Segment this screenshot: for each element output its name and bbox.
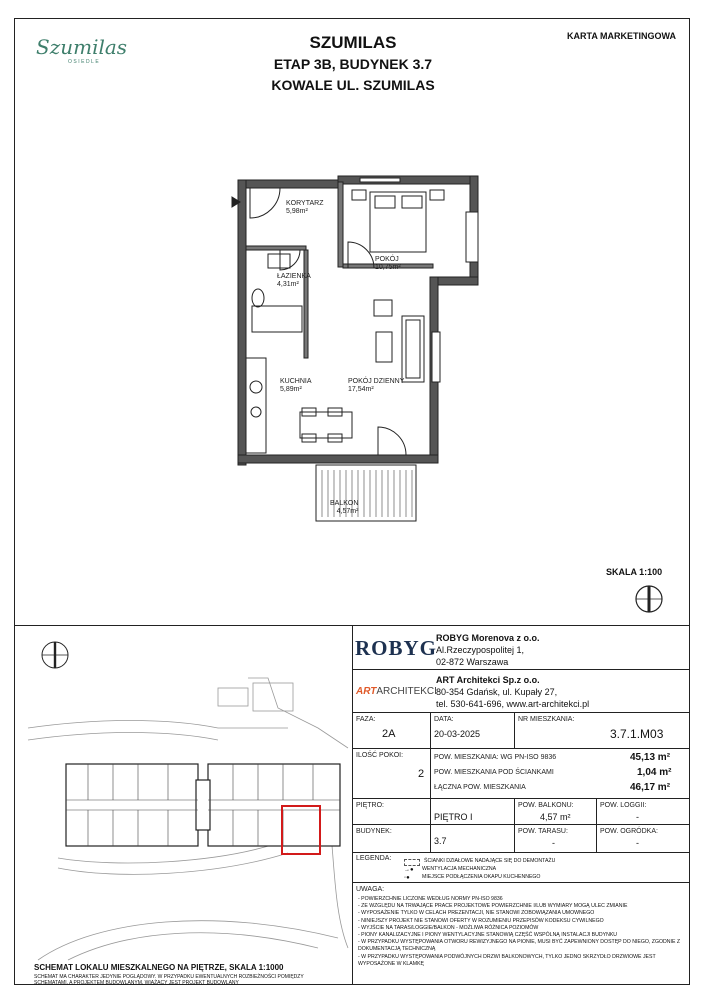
north-arrow-icon — [634, 584, 664, 619]
pietro-label: PIĘTRO: — [356, 802, 385, 809]
divider — [430, 798, 431, 852]
divider — [352, 748, 690, 749]
budynek-value: 3.7 — [434, 836, 447, 846]
plan-scale: SKALA 1:100 — [606, 567, 663, 577]
uwaga-item: - W PRZYPADKU WYSTĘPOWANIA PODWÓJNYCH DRZWI BALKONOWYCH, TYLKO JEDNO SKRZYDŁO DRZWIOWE JEST WYPOSAŻONE W KLAMKĘ — [358, 953, 656, 967]
legend-title: LEGENDA: — [356, 855, 392, 862]
architect-info — [436, 674, 589, 710]
pow-sciany-label: POW. MIESZKANIA POD ŚCIANKAMI — [434, 769, 554, 776]
bottom-column-divider — [352, 625, 353, 985]
divider — [514, 798, 515, 852]
balkon-label: POW. BALKONU: — [518, 802, 574, 809]
room-label-pokoj: POKÓJ 10,75m² — [375, 256, 401, 271]
balkon-value: 4,57 m² — [540, 812, 571, 822]
divider — [352, 852, 690, 853]
divider — [596, 798, 597, 852]
art-architekci-logo — [356, 686, 437, 697]
uwaga-item: - W PRZYPADKU WYSTĘPOWANIA OTWORU REWIZYJNEGO NA PIONIE, MUSI BYĆ ZAPEWNIONY DOSTĘP DO NIEGO, ZGODNIE Z DOKUMENTACJĄ TECHNICZNĄ — [358, 939, 681, 953]
room-label-korytarz: KORYTARZ 5,98m² — [286, 200, 324, 215]
svg-text:Szumilas: Szumilas — [36, 35, 128, 59]
architect-contact: tel. 530-641-696, www.art-architekci.pl — [436, 699, 590, 709]
legend-item-hood: ◦● MIEJSCE PODŁĄCZENIA OKAPU KUCHENNEGO — [404, 874, 541, 881]
ventilation-icon: →● — [404, 867, 414, 873]
divider — [352, 798, 690, 799]
architect-address: 80-354 Gdańsk, ul. Kupały 27, — [436, 687, 558, 697]
architect-name: ART Architekci Sp.z o.o. — [436, 675, 540, 685]
divider — [514, 712, 515, 748]
uwaga-item: - WYPOSAŻENIE TYLKO W CELACH PREZENTACJI, NIE STANOWI ZOBOWIĄZANIA UMOWNEGO — [358, 910, 595, 917]
divider — [352, 824, 690, 825]
taras-label: POW. TARASU: — [518, 828, 568, 835]
pow-mieszkania-label: POW. MIESZKANIA: WG PN-ISO 9836 — [434, 754, 557, 761]
uwaga-item: - NINIEJSZY PROJEKT NIE STANOWI OFERTY W ROZUMIENIU PRZEPISÓW KODEKSU CYWILNEGO — [358, 917, 604, 924]
legend-item-walls: ŚCIANKI DZIAŁOWE NADAJĄCE SIĘ DO DEMONTAŻU — [404, 858, 555, 866]
loggia-label: POW. LOGGII: — [600, 802, 647, 809]
pietro-value: PIĘTRO I — [434, 812, 473, 822]
uwaga-item: - POWIERZCHNIE LICZONE WEDŁUG NORMY PN-ISO 9836 — [358, 896, 503, 902]
schema-title: SCHEMAT LOKALU MIESZKALNEGO NA PIĘTRZE, SKALA 1:1000 — [34, 963, 284, 972]
uwaga-item: - PIONY KANALIZACYJNE I PIONY WENTYLACYJNE STANOWIĄ CZĘŚĆ WSPÓLNĄ INSTALACJI BUDYNKU — [358, 932, 618, 939]
loggia-value: - — [636, 812, 639, 822]
uwaga-item: - WYJŚCIE NA TARAS/LOGGIE/BALKON - MOŻLIWA RÓŻNICA POZIOMÓW — [358, 924, 539, 931]
developer-info — [436, 632, 540, 668]
pow-sciany-value: 1,04 m² — [637, 767, 672, 778]
data-label: DATA: — [434, 716, 454, 723]
art-logo-text: ARCHITEKCI — [376, 686, 437, 697]
art-logo-prefix: ART — [356, 686, 377, 697]
uwaga-list — [358, 896, 684, 968]
taras-value: - — [552, 838, 555, 848]
nr-mieszkania-value: 3.7.1.M03 — [610, 727, 664, 741]
divider — [352, 712, 690, 713]
room-label-pokoj-dzienny: POKÓJ DZIENNY 17,54m² — [348, 378, 405, 393]
document-type-label: KARTA MARKETINGOWA — [567, 31, 676, 41]
divider — [430, 748, 431, 798]
faza-value: 2A — [382, 728, 396, 740]
pow-laczna-value: 46,17 m² — [630, 782, 671, 793]
developer-address1: Al.Rzeczypospolitej 1, — [436, 645, 525, 655]
room-label-kuchnia: KUCHNIA 5,89m² — [280, 378, 312, 393]
pokoje-value: 2 — [418, 768, 425, 780]
ogrodek-value: - — [636, 838, 639, 848]
divider — [352, 669, 690, 670]
room-label-lazienka: ŁAZIENKA 4,31m² — [277, 273, 311, 288]
developer-name: ROBYG Morenova z o.o. — [436, 633, 540, 643]
budynek-label: BUDYNEK: — [356, 828, 392, 835]
faza-label: FAZA: — [356, 716, 376, 723]
project-subtitle-location: KOWALE UL. SZUMILAS — [271, 77, 435, 93]
svg-text:OSIEDLE: OSIEDLE — [68, 59, 101, 65]
pokoje-label: ILOŚĆ POKOI: — [356, 752, 404, 759]
uwaga-item: - ZE WZGLĘDU NA TRWAJĄCE PRACE PROJEKTOWE POWIERZCHNIE I/LUB WYMIARY MOGĄ ULEC ZMIANIE — [358, 903, 628, 910]
hood-icon: ◦● — [404, 875, 410, 881]
legend-item-ventilation: →● WENTYLACJA MECHANICZNA — [404, 866, 497, 873]
divider — [430, 712, 431, 748]
nr-mieszkania-label: NR MIESZKANIA: — [518, 716, 575, 723]
divider — [352, 882, 690, 883]
developer-address2: 02-872 Warszawa — [436, 657, 509, 667]
project-title: SZUMILAS — [309, 33, 397, 52]
data-value: 20-03-2025 — [434, 729, 481, 739]
schema-note: SCHEMAT MA CHARAKTER JEDYNIE POGLĄDOWY. W PRZYPADKU EWENTUALNYCH ROZBIEŻNOŚCI POMIĘDZY SCHEMATAMI, A PROJEKTEM BUDOWLANYM, WIĄŻĄCY JEST PROJEKT BUDOWLANY — [34, 974, 304, 986]
uwaga-title: UWAGA: — [356, 886, 385, 893]
robyg-logo: ROBYG — [355, 636, 438, 660]
pow-laczna-label: ŁĄCZNA POW. MIESZKANIA — [434, 784, 526, 791]
site-schematic — [18, 668, 350, 960]
room-label-balkon: BALKON 4,57m² — [330, 500, 359, 515]
legend-items — [404, 858, 555, 882]
ogrodek-label: POW. OGRÓDKA: — [600, 828, 658, 835]
project-subtitle-stage: ETAP 3B, BUDYNEK 3.7 — [273, 56, 433, 72]
floor-plan — [230, 172, 480, 527]
wall-hatch-icon — [404, 859, 420, 866]
pow-mieszkania-value: 45,13 m² — [630, 752, 671, 763]
